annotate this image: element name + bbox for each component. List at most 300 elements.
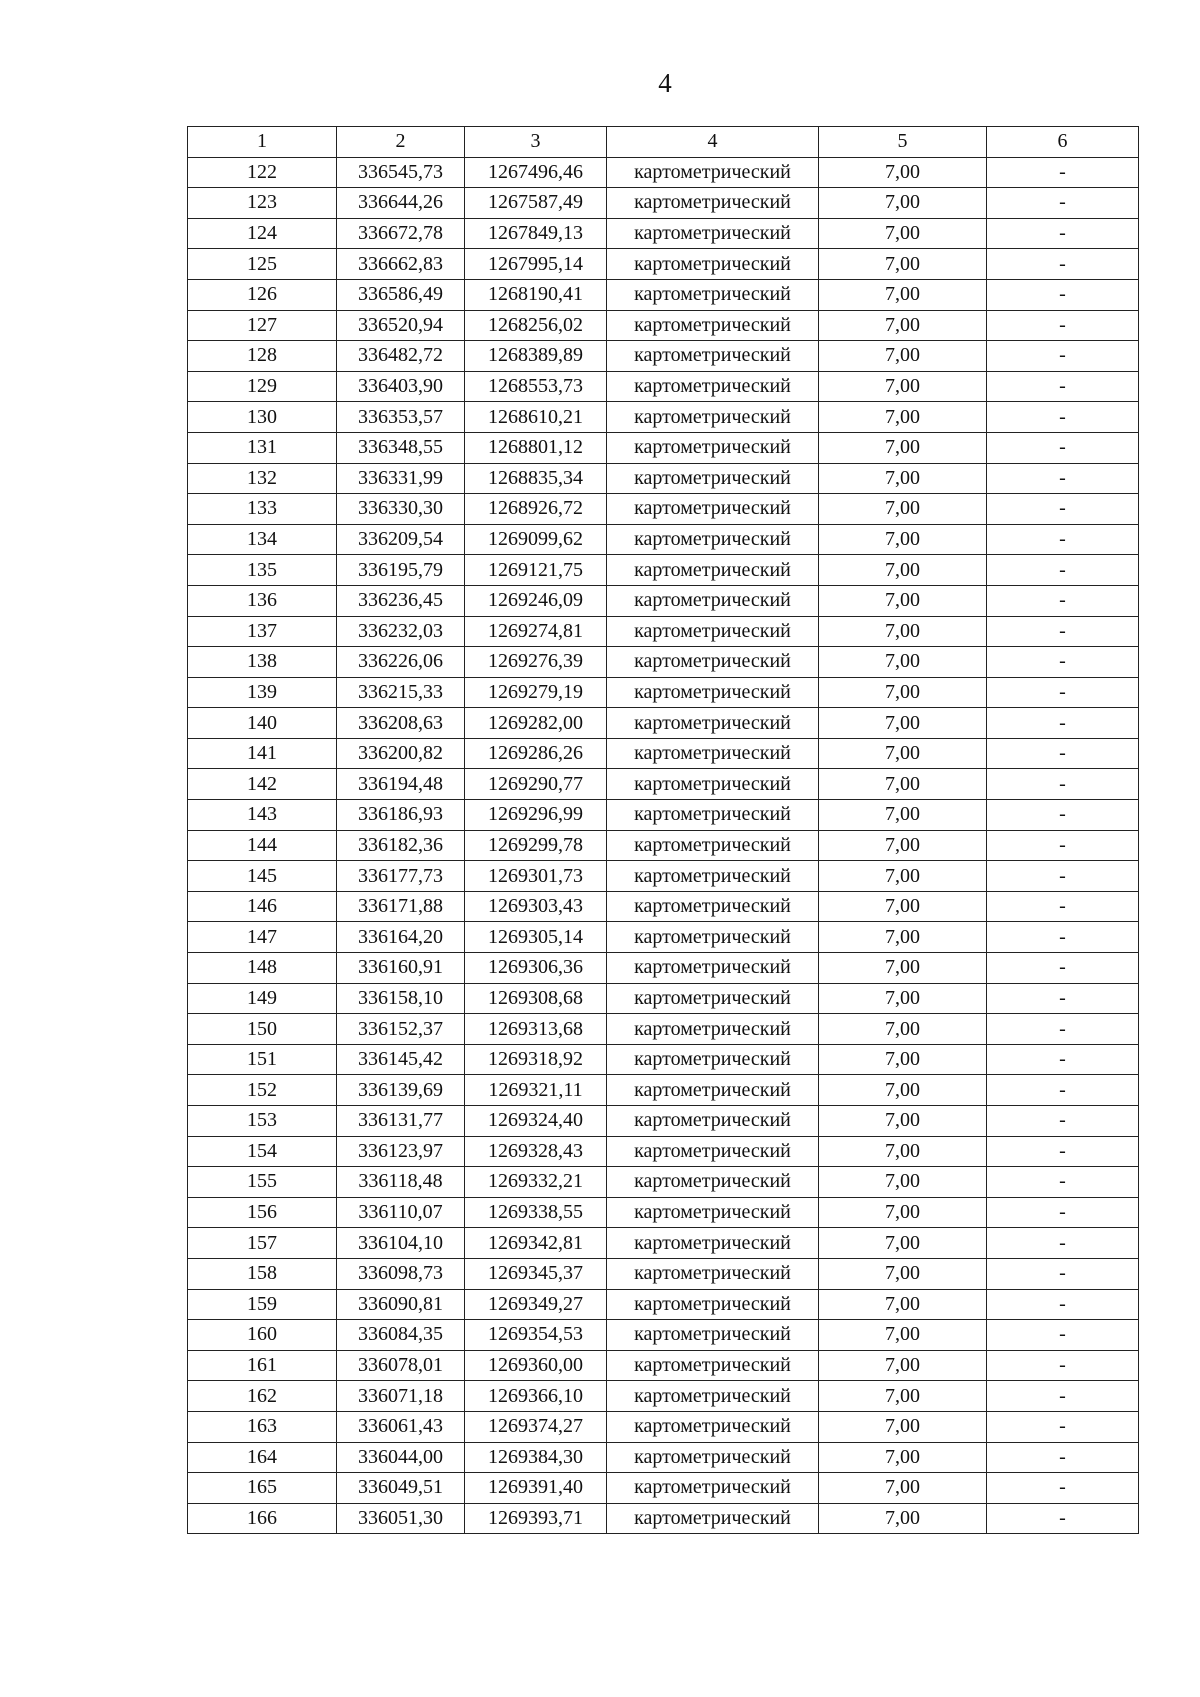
x-coordinate-cell: 336118,48 bbox=[337, 1167, 465, 1198]
method-cell: картометрический bbox=[607, 585, 819, 616]
table-row bbox=[188, 371, 1139, 402]
point-number-cell: 162 bbox=[188, 1381, 337, 1412]
point-number-cell: 159 bbox=[188, 1289, 337, 1320]
method-cell: картометрический bbox=[607, 738, 819, 769]
table-row bbox=[188, 800, 1139, 831]
point-number-cell: 149 bbox=[188, 983, 337, 1014]
point-number-cell: 134 bbox=[188, 524, 337, 555]
y-coordinate-cell: 1268610,21 bbox=[465, 402, 607, 433]
point-number-cell: 129 bbox=[188, 371, 337, 402]
x-coordinate-cell: 336071,18 bbox=[337, 1381, 465, 1412]
note-cell: - bbox=[987, 769, 1139, 800]
method-cell: картометрический bbox=[607, 647, 819, 678]
accuracy-cell: 7,00 bbox=[819, 1473, 987, 1504]
y-coordinate-cell: 1269360,00 bbox=[465, 1350, 607, 1381]
x-coordinate-cell: 336194,48 bbox=[337, 769, 465, 800]
y-coordinate-cell: 1269121,75 bbox=[465, 555, 607, 586]
note-cell: - bbox=[987, 1136, 1139, 1167]
table-row bbox=[188, 1197, 1139, 1228]
y-coordinate-cell: 1267849,13 bbox=[465, 218, 607, 249]
note-cell: - bbox=[987, 1320, 1139, 1351]
note-cell: - bbox=[987, 677, 1139, 708]
accuracy-cell: 7,00 bbox=[819, 555, 987, 586]
note-cell: - bbox=[987, 1044, 1139, 1075]
x-coordinate-cell: 336044,00 bbox=[337, 1442, 465, 1473]
method-cell: картометрический bbox=[607, 341, 819, 372]
note-cell: - bbox=[987, 524, 1139, 555]
method-cell: картометрический bbox=[607, 371, 819, 402]
y-coordinate-cell: 1267496,46 bbox=[465, 157, 607, 188]
method-cell: картометрический bbox=[607, 1075, 819, 1106]
table-row bbox=[188, 585, 1139, 616]
table-row bbox=[188, 249, 1139, 280]
note-cell: - bbox=[987, 555, 1139, 586]
y-coordinate-cell: 1267995,14 bbox=[465, 249, 607, 280]
accuracy-cell: 7,00 bbox=[819, 249, 987, 280]
table-row bbox=[188, 1167, 1139, 1198]
point-number-cell: 165 bbox=[188, 1473, 337, 1504]
y-coordinate-cell: 1269354,53 bbox=[465, 1320, 607, 1351]
method-cell: картометрический bbox=[607, 432, 819, 463]
point-number-cell: 135 bbox=[188, 555, 337, 586]
point-number-cell: 166 bbox=[188, 1503, 337, 1534]
y-coordinate-cell: 1269276,39 bbox=[465, 647, 607, 678]
note-cell: - bbox=[987, 800, 1139, 831]
point-number-cell: 125 bbox=[188, 249, 337, 280]
table-row bbox=[188, 891, 1139, 922]
accuracy-cell: 7,00 bbox=[819, 1320, 987, 1351]
table-row bbox=[188, 769, 1139, 800]
y-coordinate-cell: 1269099,62 bbox=[465, 524, 607, 555]
method-cell: картометрический bbox=[607, 1503, 819, 1534]
accuracy-cell: 7,00 bbox=[819, 310, 987, 341]
point-number-cell: 131 bbox=[188, 432, 337, 463]
note-cell: - bbox=[987, 341, 1139, 372]
note-cell: - bbox=[987, 1473, 1139, 1504]
note-cell: - bbox=[987, 647, 1139, 678]
method-cell: картометрический bbox=[607, 1197, 819, 1228]
note-cell: - bbox=[987, 1411, 1139, 1442]
note-cell: - bbox=[987, 1167, 1139, 1198]
x-coordinate-cell: 336195,79 bbox=[337, 555, 465, 586]
table-row bbox=[188, 1014, 1139, 1045]
point-number-cell: 141 bbox=[188, 738, 337, 769]
point-number-cell: 138 bbox=[188, 647, 337, 678]
method-cell: картометрический bbox=[607, 800, 819, 831]
note-cell: - bbox=[987, 1289, 1139, 1320]
x-coordinate-cell: 336330,30 bbox=[337, 494, 465, 525]
x-coordinate-cell: 336078,01 bbox=[337, 1350, 465, 1381]
accuracy-cell: 7,00 bbox=[819, 1014, 987, 1045]
y-coordinate-cell: 1269332,21 bbox=[465, 1167, 607, 1198]
table-row bbox=[188, 1442, 1139, 1473]
note-cell: - bbox=[987, 494, 1139, 525]
accuracy-cell: 7,00 bbox=[819, 891, 987, 922]
note-cell: - bbox=[987, 1350, 1139, 1381]
x-coordinate-cell: 336186,93 bbox=[337, 800, 465, 831]
table-row bbox=[188, 218, 1139, 249]
x-coordinate-cell: 336208,63 bbox=[337, 708, 465, 739]
x-coordinate-cell: 336084,35 bbox=[337, 1320, 465, 1351]
note-cell: - bbox=[987, 1075, 1139, 1106]
point-number-cell: 132 bbox=[188, 463, 337, 494]
x-coordinate-cell: 336662,83 bbox=[337, 249, 465, 280]
column-header: 4 bbox=[607, 127, 819, 158]
y-coordinate-cell: 1269366,10 bbox=[465, 1381, 607, 1412]
method-cell: картометрический bbox=[607, 249, 819, 280]
note-cell: - bbox=[987, 463, 1139, 494]
y-coordinate-cell: 1267587,49 bbox=[465, 188, 607, 219]
accuracy-cell: 7,00 bbox=[819, 1075, 987, 1106]
method-cell: картометрический bbox=[607, 677, 819, 708]
method-cell: картометрический bbox=[607, 218, 819, 249]
x-coordinate-cell: 336182,36 bbox=[337, 830, 465, 861]
point-number-cell: 130 bbox=[188, 402, 337, 433]
table-row bbox=[188, 341, 1139, 372]
table-row bbox=[188, 616, 1139, 647]
column-header: 2 bbox=[337, 127, 465, 158]
method-cell: картометрический bbox=[607, 188, 819, 219]
point-number-cell: 126 bbox=[188, 279, 337, 310]
accuracy-cell: 7,00 bbox=[819, 1350, 987, 1381]
method-cell: картометрический bbox=[607, 1228, 819, 1259]
accuracy-cell: 7,00 bbox=[819, 1197, 987, 1228]
point-number-cell: 152 bbox=[188, 1075, 337, 1106]
method-cell: картометрический bbox=[607, 861, 819, 892]
point-number-cell: 148 bbox=[188, 953, 337, 984]
point-number-cell: 140 bbox=[188, 708, 337, 739]
x-coordinate-cell: 336123,97 bbox=[337, 1136, 465, 1167]
note-cell: - bbox=[987, 891, 1139, 922]
accuracy-cell: 7,00 bbox=[819, 402, 987, 433]
table-row bbox=[188, 555, 1139, 586]
point-number-cell: 136 bbox=[188, 585, 337, 616]
x-coordinate-cell: 336348,55 bbox=[337, 432, 465, 463]
point-number-cell: 128 bbox=[188, 341, 337, 372]
table-row bbox=[188, 1258, 1139, 1289]
method-cell: картометрический bbox=[607, 953, 819, 984]
accuracy-cell: 7,00 bbox=[819, 677, 987, 708]
note-cell: - bbox=[987, 830, 1139, 861]
x-coordinate-cell: 336545,73 bbox=[337, 157, 465, 188]
note-cell: - bbox=[987, 738, 1139, 769]
note-cell: - bbox=[987, 249, 1139, 280]
y-coordinate-cell: 1268190,41 bbox=[465, 279, 607, 310]
y-coordinate-cell: 1269324,40 bbox=[465, 1106, 607, 1137]
x-coordinate-cell: 336672,78 bbox=[337, 218, 465, 249]
accuracy-cell: 7,00 bbox=[819, 830, 987, 861]
y-coordinate-cell: 1269306,36 bbox=[465, 953, 607, 984]
y-coordinate-cell: 1269274,81 bbox=[465, 616, 607, 647]
point-number-cell: 164 bbox=[188, 1442, 337, 1473]
note-cell: - bbox=[987, 157, 1139, 188]
y-coordinate-cell: 1269338,55 bbox=[465, 1197, 607, 1228]
accuracy-cell: 7,00 bbox=[819, 432, 987, 463]
point-number-cell: 143 bbox=[188, 800, 337, 831]
y-coordinate-cell: 1269318,92 bbox=[465, 1044, 607, 1075]
table-row bbox=[188, 922, 1139, 953]
method-cell: картометрический bbox=[607, 1350, 819, 1381]
accuracy-cell: 7,00 bbox=[819, 922, 987, 953]
method-cell: картометрический bbox=[607, 524, 819, 555]
point-number-cell: 154 bbox=[188, 1136, 337, 1167]
method-cell: картометрический bbox=[607, 1411, 819, 1442]
x-coordinate-cell: 336353,57 bbox=[337, 402, 465, 433]
method-cell: картометрический bbox=[607, 1473, 819, 1504]
y-coordinate-cell: 1269279,19 bbox=[465, 677, 607, 708]
point-number-cell: 142 bbox=[188, 769, 337, 800]
point-number-cell: 122 bbox=[188, 157, 337, 188]
y-coordinate-cell: 1268553,73 bbox=[465, 371, 607, 402]
accuracy-cell: 7,00 bbox=[819, 1106, 987, 1137]
note-cell: - bbox=[987, 616, 1139, 647]
note-cell: - bbox=[987, 402, 1139, 433]
point-number-cell: 158 bbox=[188, 1258, 337, 1289]
method-cell: картометрический bbox=[607, 494, 819, 525]
note-cell: - bbox=[987, 708, 1139, 739]
table-row bbox=[188, 524, 1139, 555]
table-row bbox=[188, 953, 1139, 984]
x-coordinate-cell: 336051,30 bbox=[337, 1503, 465, 1534]
note-cell: - bbox=[987, 1503, 1139, 1534]
method-cell: картометрический bbox=[607, 1167, 819, 1198]
point-number-cell: 157 bbox=[188, 1228, 337, 1259]
x-coordinate-cell: 336160,91 bbox=[337, 953, 465, 984]
column-header: 1 bbox=[188, 127, 337, 158]
table-row bbox=[188, 1381, 1139, 1412]
y-coordinate-cell: 1269305,14 bbox=[465, 922, 607, 953]
table-row bbox=[188, 1044, 1139, 1075]
column-header: 3 bbox=[465, 127, 607, 158]
method-cell: картометрический bbox=[607, 1320, 819, 1351]
table-row bbox=[188, 1228, 1139, 1259]
column-header: 6 bbox=[987, 127, 1139, 158]
note-cell: - bbox=[987, 1381, 1139, 1412]
table-row bbox=[188, 983, 1139, 1014]
method-cell: картометрический bbox=[607, 1106, 819, 1137]
x-coordinate-cell: 336049,51 bbox=[337, 1473, 465, 1504]
table-row bbox=[188, 1106, 1139, 1137]
note-cell: - bbox=[987, 310, 1139, 341]
method-cell: картометрический bbox=[607, 1258, 819, 1289]
note-cell: - bbox=[987, 279, 1139, 310]
accuracy-cell: 7,00 bbox=[819, 861, 987, 892]
table-row bbox=[188, 1350, 1139, 1381]
x-coordinate-cell: 336110,07 bbox=[337, 1197, 465, 1228]
note-cell: - bbox=[987, 1228, 1139, 1259]
accuracy-cell: 7,00 bbox=[819, 800, 987, 831]
accuracy-cell: 7,00 bbox=[819, 524, 987, 555]
y-coordinate-cell: 1269374,27 bbox=[465, 1411, 607, 1442]
point-number-cell: 147 bbox=[188, 922, 337, 953]
table-row bbox=[188, 310, 1139, 341]
note-cell: - bbox=[987, 861, 1139, 892]
x-coordinate-cell: 336131,77 bbox=[337, 1106, 465, 1137]
table-row bbox=[188, 830, 1139, 861]
point-number-cell: 145 bbox=[188, 861, 337, 892]
note-cell: - bbox=[987, 1442, 1139, 1473]
table-row bbox=[188, 1289, 1139, 1320]
table-row bbox=[188, 708, 1139, 739]
y-coordinate-cell: 1269391,40 bbox=[465, 1473, 607, 1504]
table-row bbox=[188, 738, 1139, 769]
accuracy-cell: 7,00 bbox=[819, 1381, 987, 1412]
note-cell: - bbox=[987, 218, 1139, 249]
note-cell: - bbox=[987, 585, 1139, 616]
point-number-cell: 123 bbox=[188, 188, 337, 219]
accuracy-cell: 7,00 bbox=[819, 1258, 987, 1289]
y-coordinate-cell: 1269296,99 bbox=[465, 800, 607, 831]
table-body bbox=[188, 157, 1139, 1534]
method-cell: картометрический bbox=[607, 616, 819, 647]
method-cell: картометрический bbox=[607, 769, 819, 800]
table-row bbox=[188, 861, 1139, 892]
x-coordinate-cell: 336139,69 bbox=[337, 1075, 465, 1106]
y-coordinate-cell: 1269282,00 bbox=[465, 708, 607, 739]
method-cell: картометрический bbox=[607, 830, 819, 861]
y-coordinate-cell: 1269349,27 bbox=[465, 1289, 607, 1320]
method-cell: картометрический bbox=[607, 983, 819, 1014]
table-row bbox=[188, 463, 1139, 494]
accuracy-cell: 7,00 bbox=[819, 1228, 987, 1259]
y-coordinate-cell: 1268801,12 bbox=[465, 432, 607, 463]
table-row bbox=[188, 1473, 1139, 1504]
point-number-cell: 139 bbox=[188, 677, 337, 708]
accuracy-cell: 7,00 bbox=[819, 585, 987, 616]
table-row bbox=[188, 1136, 1139, 1167]
note-cell: - bbox=[987, 1258, 1139, 1289]
y-coordinate-cell: 1268926,72 bbox=[465, 494, 607, 525]
point-number-cell: 144 bbox=[188, 830, 337, 861]
point-number-cell: 153 bbox=[188, 1106, 337, 1137]
accuracy-cell: 7,00 bbox=[819, 1442, 987, 1473]
y-coordinate-cell: 1269384,30 bbox=[465, 1442, 607, 1473]
y-coordinate-cell: 1269246,09 bbox=[465, 585, 607, 616]
y-coordinate-cell: 1268256,02 bbox=[465, 310, 607, 341]
note-cell: - bbox=[987, 188, 1139, 219]
accuracy-cell: 7,00 bbox=[819, 157, 987, 188]
table-row bbox=[188, 1075, 1139, 1106]
y-coordinate-cell: 1269328,43 bbox=[465, 1136, 607, 1167]
table-row bbox=[188, 402, 1139, 433]
accuracy-cell: 7,00 bbox=[819, 616, 987, 647]
table-row bbox=[188, 432, 1139, 463]
accuracy-cell: 7,00 bbox=[819, 463, 987, 494]
x-coordinate-cell: 336236,45 bbox=[337, 585, 465, 616]
note-cell: - bbox=[987, 1106, 1139, 1137]
method-cell: картометрический bbox=[607, 1442, 819, 1473]
point-number-cell: 133 bbox=[188, 494, 337, 525]
y-coordinate-cell: 1268389,89 bbox=[465, 341, 607, 372]
table-row bbox=[188, 647, 1139, 678]
table-row bbox=[188, 1503, 1139, 1534]
table-row bbox=[188, 279, 1139, 310]
point-number-cell: 155 bbox=[188, 1167, 337, 1198]
x-coordinate-cell: 336200,82 bbox=[337, 738, 465, 769]
method-cell: картометрический bbox=[607, 555, 819, 586]
x-coordinate-cell: 336215,33 bbox=[337, 677, 465, 708]
y-coordinate-cell: 1269303,43 bbox=[465, 891, 607, 922]
accuracy-cell: 7,00 bbox=[819, 1411, 987, 1442]
accuracy-cell: 7,00 bbox=[819, 1044, 987, 1075]
accuracy-cell: 7,00 bbox=[819, 738, 987, 769]
table-row bbox=[188, 677, 1139, 708]
point-number-cell: 124 bbox=[188, 218, 337, 249]
point-number-cell: 146 bbox=[188, 891, 337, 922]
table-row bbox=[188, 188, 1139, 219]
table-row bbox=[188, 1411, 1139, 1442]
accuracy-cell: 7,00 bbox=[819, 983, 987, 1014]
accuracy-cell: 7,00 bbox=[819, 1289, 987, 1320]
point-number-cell: 163 bbox=[188, 1411, 337, 1442]
accuracy-cell: 7,00 bbox=[819, 494, 987, 525]
accuracy-cell: 7,00 bbox=[819, 341, 987, 372]
y-coordinate-cell: 1269345,37 bbox=[465, 1258, 607, 1289]
x-coordinate-cell: 336171,88 bbox=[337, 891, 465, 922]
point-number-cell: 160 bbox=[188, 1320, 337, 1351]
table-header bbox=[188, 127, 1139, 158]
accuracy-cell: 7,00 bbox=[819, 1167, 987, 1198]
note-cell: - bbox=[987, 922, 1139, 953]
x-coordinate-cell: 336331,99 bbox=[337, 463, 465, 494]
method-cell: картометрический bbox=[607, 922, 819, 953]
x-coordinate-cell: 336232,03 bbox=[337, 616, 465, 647]
header-row bbox=[188, 127, 1139, 158]
note-cell: - bbox=[987, 432, 1139, 463]
x-coordinate-cell: 336209,54 bbox=[337, 524, 465, 555]
coordinates-table bbox=[187, 126, 1139, 1534]
accuracy-cell: 7,00 bbox=[819, 1136, 987, 1167]
method-cell: картометрический bbox=[607, 279, 819, 310]
y-coordinate-cell: 1269301,73 bbox=[465, 861, 607, 892]
y-coordinate-cell: 1269299,78 bbox=[465, 830, 607, 861]
point-number-cell: 161 bbox=[188, 1350, 337, 1381]
method-cell: картометрический bbox=[607, 1136, 819, 1167]
accuracy-cell: 7,00 bbox=[819, 769, 987, 800]
note-cell: - bbox=[987, 1197, 1139, 1228]
y-coordinate-cell: 1269313,68 bbox=[465, 1014, 607, 1045]
table-row bbox=[188, 1320, 1139, 1351]
x-coordinate-cell: 336061,43 bbox=[337, 1411, 465, 1442]
x-coordinate-cell: 336145,42 bbox=[337, 1044, 465, 1075]
x-coordinate-cell: 336226,06 bbox=[337, 647, 465, 678]
x-coordinate-cell: 336644,26 bbox=[337, 188, 465, 219]
note-cell: - bbox=[987, 953, 1139, 984]
x-coordinate-cell: 336520,94 bbox=[337, 310, 465, 341]
x-coordinate-cell: 336586,49 bbox=[337, 279, 465, 310]
y-coordinate-cell: 1269321,11 bbox=[465, 1075, 607, 1106]
method-cell: картометрический bbox=[607, 1381, 819, 1412]
x-coordinate-cell: 336177,73 bbox=[337, 861, 465, 892]
accuracy-cell: 7,00 bbox=[819, 647, 987, 678]
accuracy-cell: 7,00 bbox=[819, 708, 987, 739]
method-cell: картометрический bbox=[607, 463, 819, 494]
method-cell: картометрический bbox=[607, 1289, 819, 1320]
method-cell: картометрический bbox=[607, 1044, 819, 1075]
accuracy-cell: 7,00 bbox=[819, 279, 987, 310]
y-coordinate-cell: 1269393,71 bbox=[465, 1503, 607, 1534]
note-cell: - bbox=[987, 1014, 1139, 1045]
accuracy-cell: 7,00 bbox=[819, 1503, 987, 1534]
method-cell: картометрический bbox=[607, 1014, 819, 1045]
x-coordinate-cell: 336482,72 bbox=[337, 341, 465, 372]
method-cell: картометрический bbox=[607, 891, 819, 922]
x-coordinate-cell: 336403,90 bbox=[337, 371, 465, 402]
x-coordinate-cell: 336090,81 bbox=[337, 1289, 465, 1320]
method-cell: картометрический bbox=[607, 310, 819, 341]
y-coordinate-cell: 1268835,34 bbox=[465, 463, 607, 494]
accuracy-cell: 7,00 bbox=[819, 188, 987, 219]
